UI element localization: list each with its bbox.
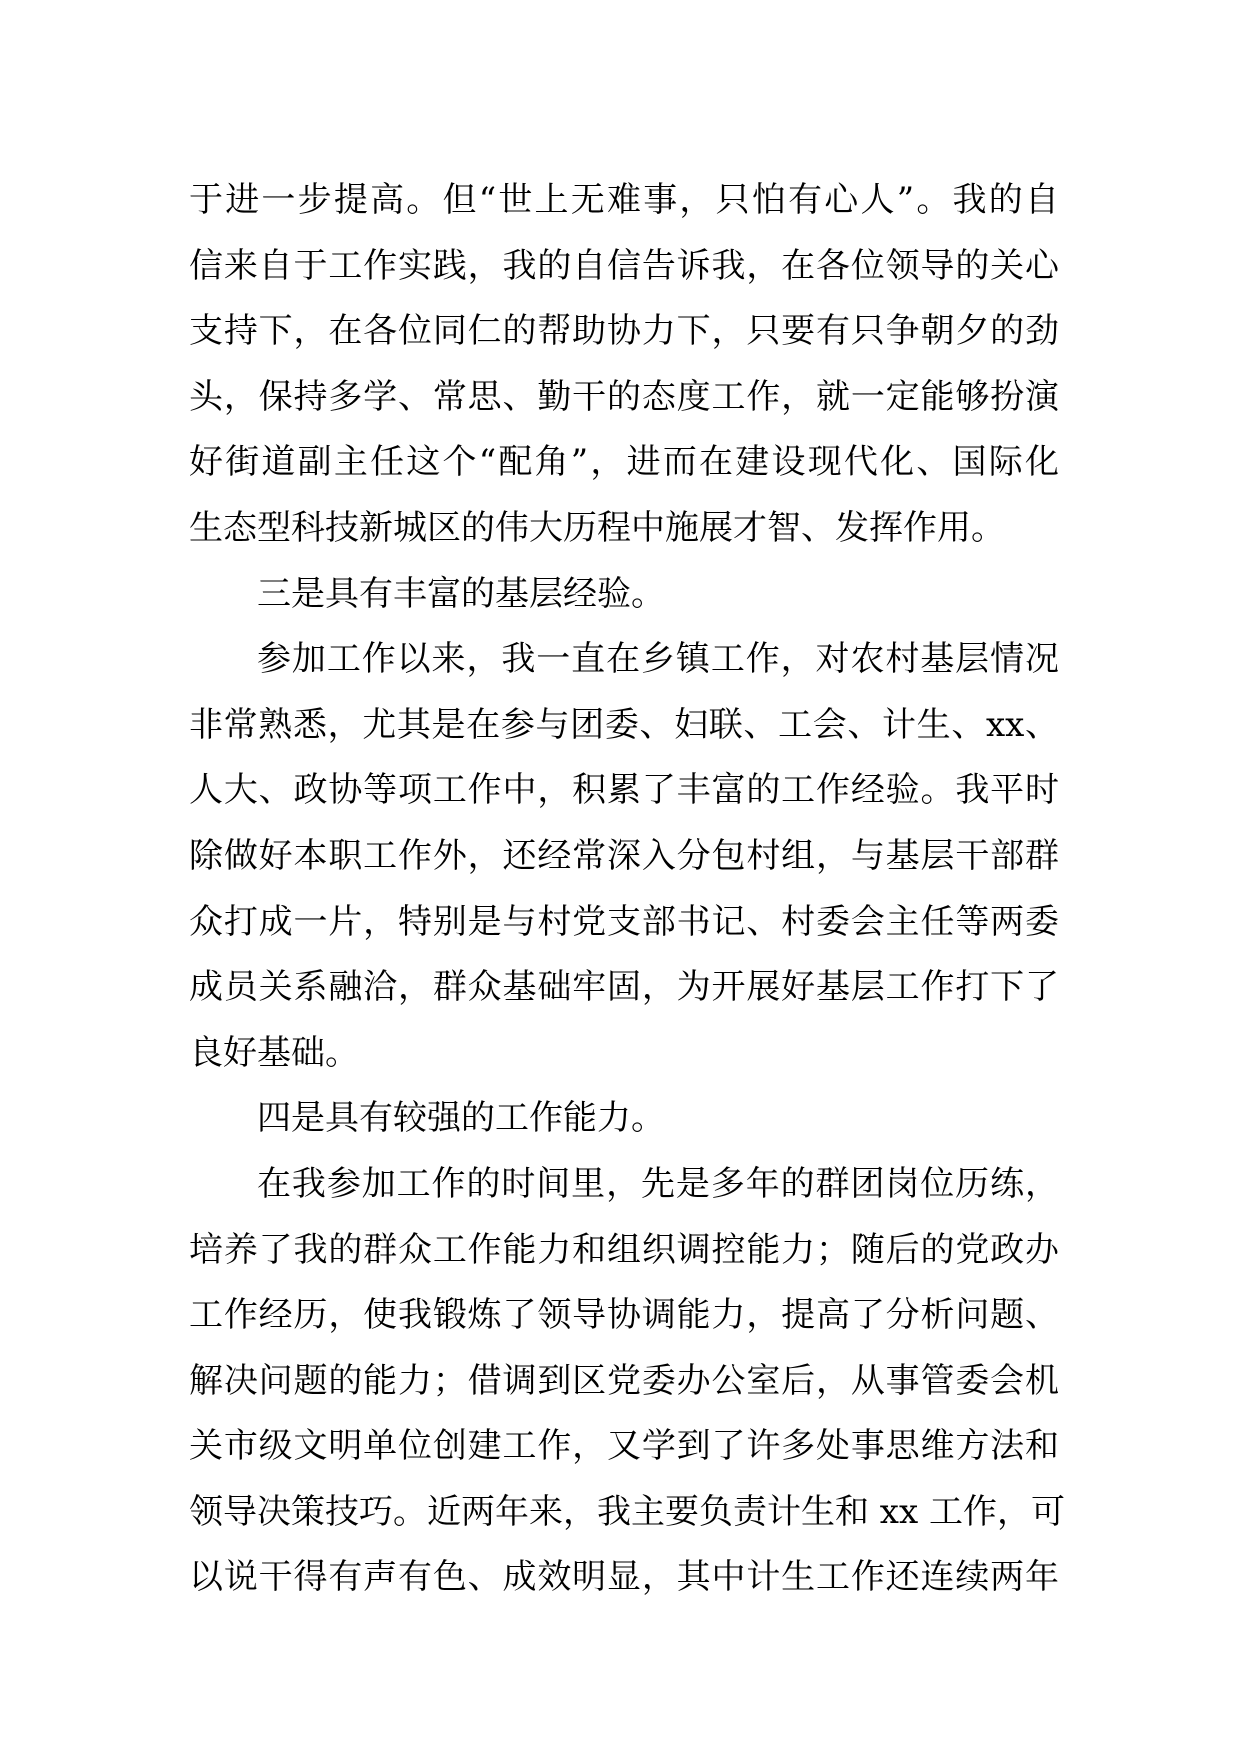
text-line: 好街道副主任这个“配角”，进而在建设现代化、国际化 (189, 442, 1059, 483)
text-line: 在我参加工作的时间里，先是多年的群团岗位历练， (257, 1163, 1059, 1204)
text-line: 以说干得有声有色、成效明显，其中计生工作还连续两年 (189, 1557, 1059, 1598)
document-body (189, 168, 1065, 1611)
text-line: 领导决策技巧。近两年来，我主要负责计生和 xx 工作，可 (189, 1491, 1065, 1532)
text-line: 培养了我的群众工作能力和组织调控能力；随后的党政办 (189, 1229, 1059, 1270)
text-line: 除做好本职工作外，还经常深入分包村组，与基层干部群 (189, 835, 1059, 876)
text-line: 四是具有较强的工作能力。 (257, 1098, 665, 1139)
text-line: 信来自于工作实践，我的自信告诉我，在各位领导的关心 (189, 245, 1059, 286)
text-line: 头，保持多学、常思、勤干的态度工作，就一定能够扮演 (189, 376, 1059, 417)
text-line: 参加工作以来，我一直在乡镇工作，对农村基层情况 (257, 639, 1059, 680)
text-line: 于进一步提高。但“世上无难事，只怕有心人”。我的自 (189, 180, 1059, 220)
text-line: 众打成一片，特别是与村党支部书记、村委会主任等两委 (189, 901, 1059, 942)
text-line: 非常熟悉，尤其是在参与团委、妇联、工会、计生、xx、 (189, 704, 1059, 745)
text-line: 关市级文明单位创建工作，又学到了许多处事思维方法和 (189, 1426, 1059, 1467)
text-line: 工作经历，使我锻炼了领导协调能力，提高了分析问题、 (189, 1295, 1059, 1336)
text-line: 良好基础。 (189, 1032, 359, 1073)
text-line: 成员关系融洽，群众基础牢固，为开展好基层工作打下了 (189, 967, 1059, 1008)
text-line: 解决问题的能力；借调到区党委办公室后，从事管委会机 (189, 1360, 1059, 1401)
text-line: 人大、政协等项工作中，积累了丰富的工作经验。我平时 (189, 770, 1059, 811)
text-line: 三是具有丰富的基层经验。 (257, 573, 665, 614)
text-line: 支持下，在各位同仁的帮助协力下，只要有只争朝夕的劲 (189, 311, 1059, 352)
text-line: 生态型科技新城区的伟大历程中施展才智、发挥作用。 (189, 507, 1005, 548)
